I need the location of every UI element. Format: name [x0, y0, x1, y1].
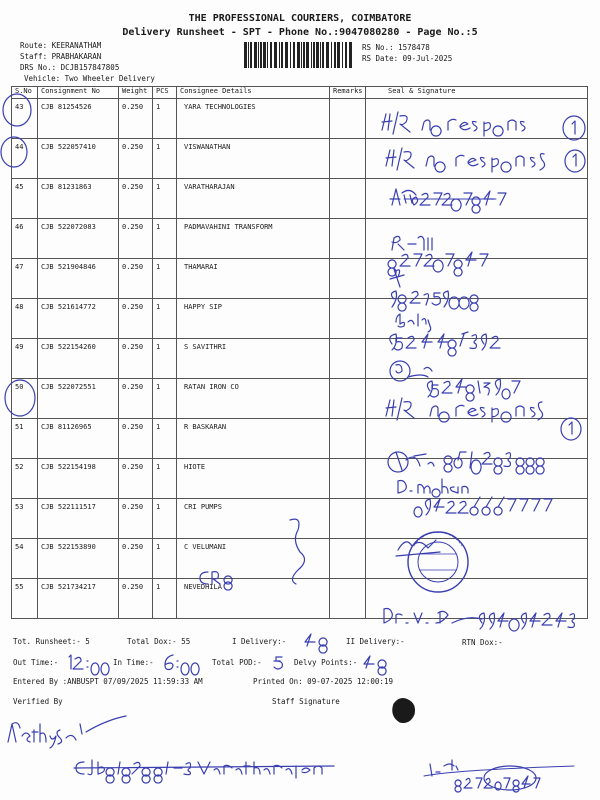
row-consignee: THAMARAI	[177, 259, 330, 299]
row-pcs: 1	[153, 379, 177, 419]
row-sno: 44	[12, 139, 38, 179]
row-consignee: HAPPY SIP	[177, 299, 330, 339]
row-consignee: HIOTE	[177, 459, 330, 499]
row-weight: 0.250	[119, 539, 153, 579]
col-remarks: Remarks	[330, 87, 366, 99]
out-time-label: Out Time:-	[13, 658, 59, 667]
in-time-label: In Time:-	[113, 658, 154, 667]
ink-in-time	[165, 655, 199, 675]
row-sno: 52	[12, 459, 38, 499]
ink-row-44	[386, 148, 545, 172]
row-sno: 51	[12, 419, 38, 459]
ink-row-49	[390, 361, 520, 401]
row-consignment-no: CJB 522057410	[38, 139, 119, 179]
total-pod-label: Total POD:-	[212, 658, 262, 667]
circle-one-50	[561, 418, 581, 440]
circle-one-43	[563, 116, 585, 140]
row-consignee: VARATHARAJAN	[177, 179, 330, 219]
row-pcs: 1	[153, 339, 177, 379]
row-consignment-no: CJB 522153890	[38, 539, 119, 579]
row-consignment-no: CJB 81126965	[38, 419, 119, 459]
row-weight: 0.250	[119, 419, 153, 459]
row-consignment-no: CJB 521614772	[38, 299, 119, 339]
delvy-points-label: Delvy Points:-	[294, 658, 358, 667]
staff-signature-label: Staff Signature	[272, 697, 340, 706]
ink-row-54	[200, 572, 232, 590]
digit-one-44	[573, 154, 576, 166]
row-consignment-no: CJB 521904846	[38, 259, 119, 299]
row-consignee: PADMAVAHINI TRANSFORM	[177, 219, 330, 259]
ink-total-pod	[274, 657, 282, 669]
row-sno: 47	[12, 259, 38, 299]
row-weight: 0.250	[119, 579, 153, 619]
company-title: THE PROFESSIONAL COURIERS, COIMBATORE	[188, 13, 412, 24]
col-sno: S.No	[12, 87, 38, 99]
row-weight: 0.250	[119, 459, 153, 499]
row-pcs: 1	[153, 179, 177, 219]
ink-row-53	[290, 519, 305, 584]
row-weight: 0.250	[119, 299, 153, 339]
drs-label: DRS No.: DCJB157847805	[20, 63, 120, 72]
row-consignee: RATAN IRON CO	[177, 379, 330, 419]
vehicle-label: Vehicle: Two Wheeler Delivery	[24, 74, 155, 83]
printed-on: Printed On: 09-07-2025 12:00:19	[253, 677, 393, 686]
i-delivery-label: I Delivery:-	[232, 637, 287, 646]
row-consignee: NEVEDHILA	[177, 579, 330, 619]
ink-row-48	[390, 314, 500, 356]
row-consignee: S SAVITHRI	[177, 339, 330, 379]
ink-bottom-note	[74, 760, 574, 792]
row-sno: 45	[12, 179, 38, 219]
ink-row-46	[388, 236, 488, 276]
rs-date: RS Date: 09-Jul-2025	[362, 54, 453, 63]
row-consignment-no: CJB 81254526	[38, 99, 119, 139]
ink-row-47	[390, 269, 478, 311]
col-consignee: Consignee Details	[177, 87, 330, 99]
row-pcs: 1	[153, 579, 177, 619]
row-consignment-no: CJB 522072551	[38, 379, 119, 419]
row-pcs: 1	[153, 539, 177, 579]
row-consignee: VISWANATHAN	[177, 139, 330, 179]
ink-row-50	[386, 398, 543, 422]
row-consignment-no: CJB 522154198	[38, 459, 119, 499]
circle-mark-50	[5, 380, 35, 416]
ink-row-43	[382, 112, 525, 136]
row-consignment-no: CJB 522154260	[38, 339, 119, 379]
ink-out-time	[69, 655, 109, 675]
row-pcs: 1	[153, 259, 177, 299]
ink-verified-signature	[8, 716, 126, 748]
total-dox: Total Dox:- 55	[127, 637, 191, 646]
row-weight: 0.250	[119, 139, 153, 179]
row-weight: 0.250	[119, 99, 153, 139]
staff-signature-mark	[393, 699, 415, 723]
row-consignment-no: CJB 522111517	[38, 499, 119, 539]
row-weight: 0.250	[119, 259, 153, 299]
ink-delvy-points	[364, 656, 386, 675]
verified-by-label: Verified By	[13, 697, 63, 706]
company-stamp	[408, 532, 468, 592]
row-sno: 55	[12, 579, 38, 619]
ink-row-45	[390, 189, 506, 213]
tot-runsheet: Tot. Runsheet:- 5	[13, 637, 90, 646]
row-sno: 53	[12, 499, 38, 539]
row-pcs: 1	[153, 299, 177, 339]
row-weight: 0.250	[119, 179, 153, 219]
row-pcs: 1	[153, 139, 177, 179]
row-sno: 43	[12, 99, 38, 139]
col-seal-signature: Seal & Signature	[366, 87, 588, 99]
row-weight: 0.250	[119, 219, 153, 259]
row-sno: 49	[12, 339, 38, 379]
col-weight: Weight	[119, 87, 153, 99]
row-consignee: C VELUMANI	[177, 539, 330, 579]
col-consignment: Consignment No	[38, 87, 119, 99]
ink-i-delivery	[305, 634, 327, 653]
row-consignee: R BASKARAN	[177, 419, 330, 459]
row-weight: 0.250	[119, 339, 153, 379]
rs-number: RS No.: 1578478	[362, 43, 430, 52]
ink-row-55	[384, 609, 575, 631]
row-consignment-no: CJB 81231863	[38, 179, 119, 219]
row-sno: 48	[12, 299, 38, 339]
circle-mark-43	[3, 94, 31, 126]
row-pcs: 1	[153, 99, 177, 139]
staff-label: Staff: PRABHAKARAN	[20, 52, 102, 61]
ii-delivery-label: II Delivery:-	[346, 637, 405, 646]
row-pcs: 1	[153, 499, 177, 539]
row-pcs: 1	[153, 459, 177, 499]
col-pcs: PCS	[153, 87, 177, 99]
row-consignee: YARA TECHNOLOGIES	[177, 99, 330, 139]
row-sno: 50	[12, 379, 38, 419]
digit-one-50	[569, 422, 572, 434]
entered-by: Entered By :ANBUSPT 07/09/2025 11:59:33 AM	[13, 677, 203, 686]
row-weight: 0.250	[119, 499, 153, 539]
row-pcs: 1	[153, 219, 177, 259]
ink-row-51	[388, 452, 544, 474]
circle-mark-44	[1, 137, 27, 167]
row-sno: 54	[12, 539, 38, 579]
row-pcs: 1	[153, 419, 177, 459]
row-weight: 0.250	[119, 379, 153, 419]
row-consignee: CRI PUMPS	[177, 499, 330, 539]
route-label: Route: KEERANATHAM	[20, 41, 102, 50]
runsheet-subtitle: Delivery Runsheet - SPT - Phone No.:9047080280 - Page No.:5	[122, 27, 478, 38]
rtn-dox-label: RTN Dox:-	[462, 638, 503, 647]
ink-row-52	[398, 479, 552, 517]
digit-one-43	[572, 121, 575, 134]
circle-one-44	[565, 150, 585, 172]
row-sno: 46	[12, 219, 38, 259]
row-consignment-no: CJB 522072083	[38, 219, 119, 259]
row-consignment-no: CJB 521734217	[38, 579, 119, 619]
